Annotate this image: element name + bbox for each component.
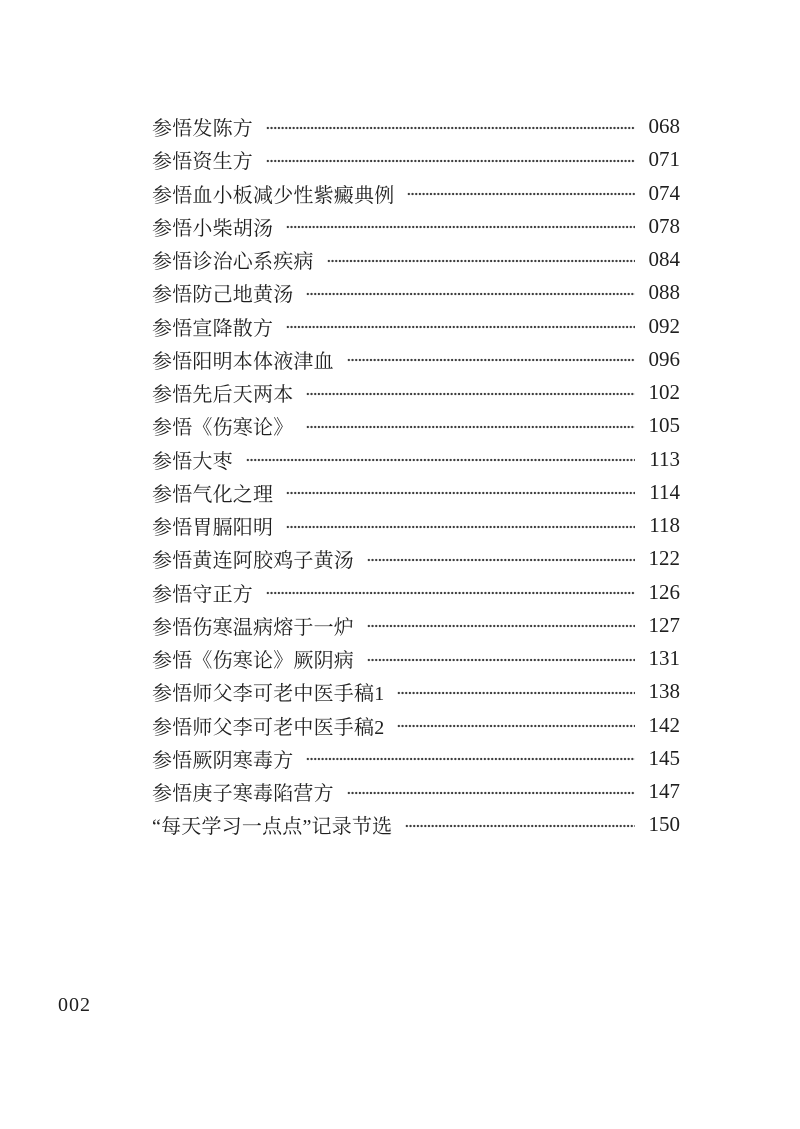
toc-entry-page: 071 [648,147,680,172]
toc-entry-title: 参悟师父李可老中医手稿1 [152,683,385,706]
toc-entry-title: 参悟宣降散方 [152,317,274,340]
toc-entry [152,243,680,276]
toc-entry-title: 参悟《伤寒论》 [152,417,294,440]
toc-entry-page: 138 [648,679,680,704]
toc-entry-page: 118 [649,513,680,538]
toc-entry-page: 088 [648,280,680,305]
toc-entry-page: 147 [648,779,680,804]
toc-entry [152,143,680,176]
toc-entry-page: 150 [648,812,680,837]
toc-entry [152,775,680,808]
toc-entry [152,310,680,343]
dot-leader [367,658,635,662]
toc-entry [152,110,680,143]
toc-entry-title: 参悟防己地黄汤 [152,284,294,307]
dot-leader [347,358,635,362]
toc-entry [152,409,680,442]
dot-leader [266,159,635,163]
toc-entry-title: 参悟胃膈阳明 [152,517,274,540]
toc-entry-title: 参悟先后天两本 [152,384,294,407]
toc-entry [152,443,680,476]
toc-entry-title: 参悟厥阴寒毒方 [152,749,294,772]
toc-entry-title: 参悟《伤寒论》厥阴病 [152,650,354,673]
dot-leader [266,591,635,595]
dot-leader [306,425,635,429]
toc-entry-page: 113 [649,446,680,471]
toc-entry-page: 142 [648,712,680,737]
toc-entry-page: 068 [648,114,680,139]
toc-entry-page: 074 [648,180,680,205]
toc-entry [152,376,680,409]
toc-entry [152,177,680,210]
toc-entry-page: 102 [648,380,680,405]
toc-entry-page: 084 [648,247,680,272]
dot-leader [405,824,635,828]
toc-entry [152,210,680,243]
toc-entry [152,476,680,509]
toc-entry [152,343,680,376]
toc-entry-page: 126 [648,579,680,604]
dot-leader [286,225,635,229]
toc-entry-page: 096 [648,346,680,371]
toc-entry-title: “每天学习一点点”记录节选 [152,816,393,839]
toc-entry-title: 参悟诊治心系疾病 [152,251,314,274]
toc-entry-page: 105 [648,413,680,438]
toc-entry [152,742,680,775]
dot-leader [367,624,635,628]
toc-entry [152,609,680,642]
toc-entry-title: 参悟阳明本体液津血 [152,350,334,373]
toc-entry-page: 078 [648,213,680,238]
dot-leader [306,757,635,761]
toc-entry-page: 145 [648,745,680,770]
toc-entry-title: 参悟发陈方 [152,118,253,141]
toc-entry-title: 参悟师父李可老中医手稿2 [152,716,385,739]
dot-leader [407,192,635,196]
toc-entry [152,276,680,309]
toc-entry-page: 127 [648,612,680,637]
dot-leader [286,525,635,529]
toc-entry-title: 参悟黄连阿胶鸡子黄汤 [152,550,354,573]
dot-leader [397,724,635,728]
dot-leader [397,691,635,695]
toc-entry-page: 122 [648,546,680,571]
dot-leader [306,392,635,396]
dot-leader [327,259,635,263]
toc-entry-title: 参悟资生方 [152,151,253,174]
toc-entry [152,642,680,675]
dot-leader [246,458,635,462]
dot-leader [286,491,635,495]
toc-entry-title: 参悟血小板减少性紫癜典例 [152,184,395,207]
dot-leader [306,292,635,296]
dot-leader [266,126,635,130]
toc-entry [152,509,680,542]
toc-entry-title: 参悟守正方 [152,583,253,606]
toc-entry [152,576,680,609]
toc-entry-title: 参悟大枣 [152,450,233,473]
toc-entry-title: 参悟气化之理 [152,483,274,506]
dot-leader [286,325,635,329]
toc-list [152,110,680,842]
dot-leader [367,558,635,562]
toc-entry [152,709,680,742]
dot-leader [347,791,635,795]
page-number: 002 [58,994,91,1016]
toc-entry-page: 114 [649,479,680,504]
toc-entry [152,542,680,575]
toc-entry-title: 参悟庚子寒毒陷营方 [152,783,334,806]
toc-entry-page: 092 [648,313,680,338]
toc-entry-title: 参悟小柴胡汤 [152,217,274,240]
toc-entry-page: 131 [648,646,680,671]
toc-entry [152,808,680,841]
toc-entry [152,675,680,708]
toc-entry-title: 参悟伤寒温病熔于一炉 [152,616,354,639]
